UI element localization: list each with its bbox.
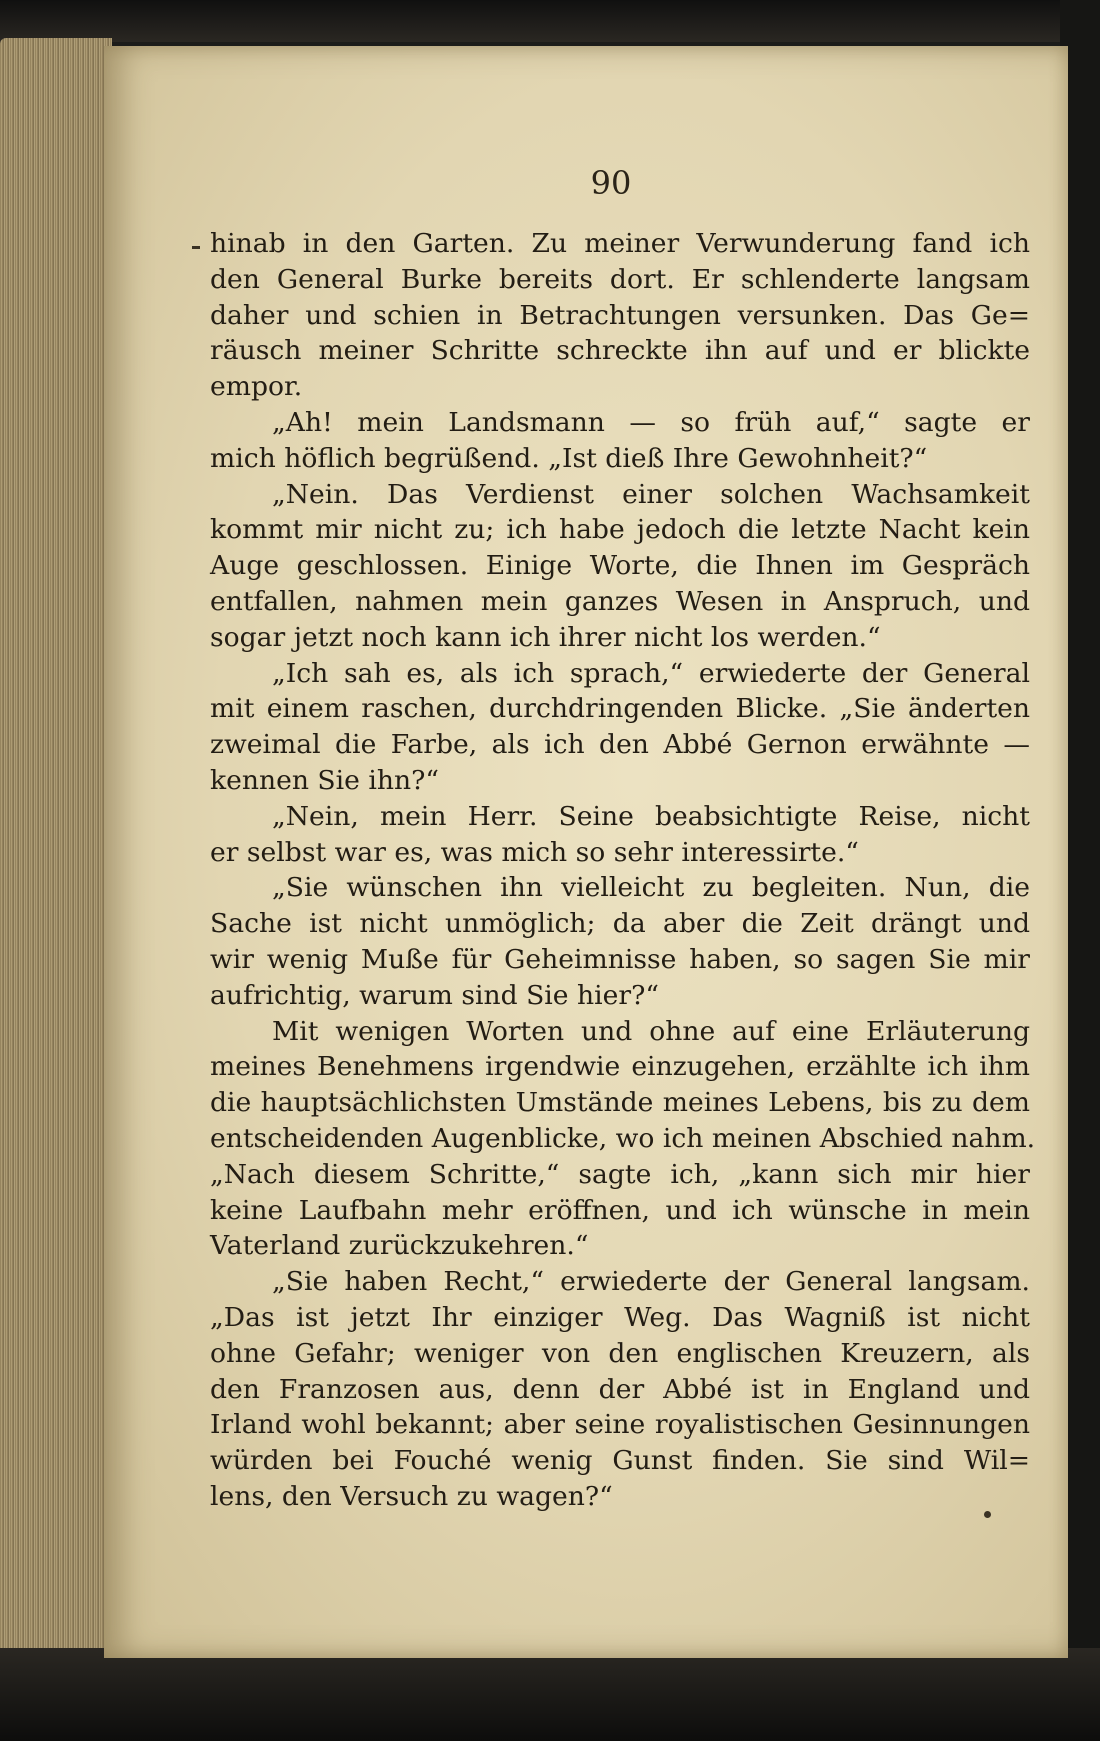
text-line: „Das ist jetzt Ihr einziger Weg. Das Wagniß ist nicht: [210, 1301, 1030, 1333]
text-line: aufrichtig, warum sind Sie hier?“: [210, 979, 659, 1011]
text-line: Sache ist nicht unmöglich; da aber die Zeit drängt und: [210, 908, 1030, 940]
text-line: den Franzosen aus, denn der Abbé ist in England und: [210, 1373, 1030, 1405]
text-line: entfallen, nahmen mein ganzes Wesen in Anspruch, und: [210, 585, 1030, 617]
text-line: keine Laufbahn mehr eröffnen, und ich wünsche in mein: [210, 1194, 1030, 1226]
text-line: räusch meiner Schritte schreckte ihn auf und er blickte: [210, 335, 1030, 367]
text-line: entscheidenden Augenblicke, wo ich meinen Abschied nahm.: [210, 1122, 1036, 1154]
text-line: empor.: [210, 371, 303, 403]
book-cover-top: [0, 0, 1100, 42]
text-line: mit einem raschen, durchdringenden Blicke. „Sie änderten: [210, 693, 1030, 725]
book-cover-bottom: [0, 1648, 1100, 1741]
text-line: er selbst war es, was mich so sehr interessirte.“: [210, 836, 859, 868]
page-number: 90: [590, 164, 632, 202]
text-line: „Ah! mein Landsmann — so früh auf,“ sagte er: [272, 406, 1030, 438]
text-line: ohne Gefahr; weniger von den englischen Kreuzern, als: [210, 1337, 1030, 1369]
text-line: „Nach diesem Schritte,“ sagte ich, „kann sich mir hier: [210, 1158, 1030, 1190]
text-line: lens, den Versuch zu wagen?“: [210, 1480, 613, 1512]
text-line: sogar jetzt noch kann ich ihrer nicht los werden.“: [210, 621, 881, 653]
text-line: Vaterland zurückzukehren.“: [210, 1230, 589, 1262]
text-line: die hauptsächlichsten Umstände meines Lebens, bis zu dem: [210, 1087, 1030, 1119]
text-line: meines Benehmens irgendwie einzugehen, erzählte ich ihm: [210, 1051, 1030, 1083]
text-line: Mit wenigen Worten und ohne auf eine Erläuterung: [272, 1015, 1030, 1047]
margin-mark: [192, 246, 200, 249]
text-line: daher und schien in Betrachtungen versunken. Das Ge=: [210, 299, 1030, 331]
text-line: den General Burke bereits dort. Er schlenderte langsam: [210, 263, 1030, 295]
text-line: „Sie haben Recht,“ erwiederte der General langsam.: [272, 1266, 1030, 1298]
page-edges: [0, 38, 112, 1666]
text-line: wir wenig Muße für Geheimnisse haben, so sagen Sie mir: [210, 943, 1030, 975]
ink-dot: [984, 1511, 991, 1518]
text-line: Auge geschlossen. Einige Worte, die Ihnen im Gespräch: [210, 550, 1030, 582]
text-line: mich höflich begrüßend. „Ist dieß Ihre Gewohnheit?“: [210, 442, 928, 474]
text-line: „Sie wünschen ihn vielleicht zu begleiten. Nun, die: [272, 872, 1030, 904]
text-line: kommt mir nicht zu; ich habe jedoch die letzte Nacht kein: [210, 514, 1030, 546]
text-line: kennen Sie ihn?“: [210, 764, 439, 796]
body-text: [210, 226, 1036, 1515]
text-line: zweimal die Farbe, als ich den Abbé Gernon erwähnte —: [210, 729, 1030, 761]
text-line: würden bei Fouché wenig Gunst finden. Sie sind Wil=: [210, 1445, 1030, 1477]
text-line: „Ich sah es, als ich sprach,“ erwiederte der General: [272, 657, 1030, 689]
book-page: [104, 46, 1068, 1658]
text-line: „Nein, mein Herr. Seine beabsichtigte Reise, nicht: [272, 800, 1030, 832]
text-line: „Nein. Das Verdienst einer solchen Wachsamkeit: [272, 478, 1030, 510]
text-line: Irland wohl bekannt; aber seine royalistischen Gesinnungen: [210, 1409, 1030, 1441]
text-line: hinab in den Garten. Zu meiner Verwunderung fand ich: [210, 228, 1030, 259]
